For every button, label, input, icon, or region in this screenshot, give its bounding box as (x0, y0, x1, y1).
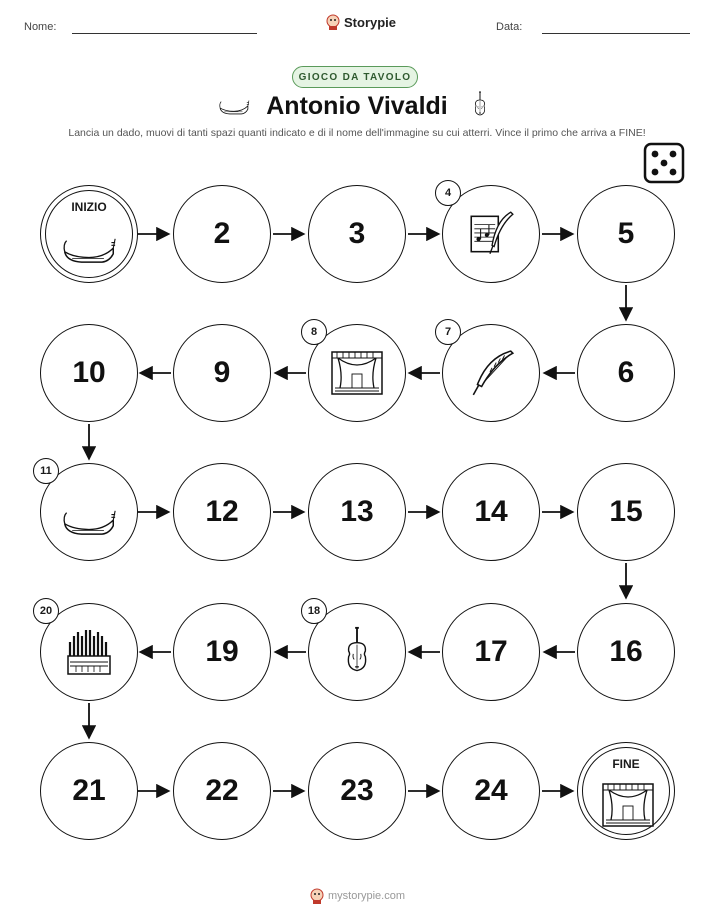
space-number: 7 (435, 319, 461, 345)
space-number: 11 (33, 458, 59, 484)
space-14: 14 (442, 463, 540, 561)
space-24: 24 (442, 742, 540, 840)
space-12: 12 (173, 463, 271, 561)
space-5: 5 (577, 185, 675, 283)
space-3: 3 (308, 185, 406, 283)
space-number: 18 (301, 598, 327, 624)
footer-url[interactable]: mystorypie.com (328, 890, 406, 902)
violin-icon (329, 626, 385, 678)
space-13: 13 (308, 463, 406, 561)
space-10: 10 (40, 324, 138, 422)
instructions: Lancia un dado, muovi di tanti spazi quanti indicato e di il nome dell'immagine su cui atterri. Vince il primo che arriva a FINE! (68, 127, 646, 139)
sheet-music-quill-icon (463, 208, 519, 260)
space-end (577, 742, 675, 840)
footer (310, 888, 405, 904)
space-number: 20 (33, 598, 59, 624)
space-15: 15 (577, 463, 675, 561)
space-7 (442, 324, 540, 422)
space-number: 4 (435, 180, 461, 206)
space-number: 8 (301, 319, 327, 345)
storypie-mascot-icon (310, 888, 324, 904)
theater-stage-icon (329, 347, 385, 399)
page-title: Antonio Vivaldi (266, 92, 448, 120)
space-11 (40, 463, 138, 561)
space-2: 2 (173, 185, 271, 283)
gondola-icon (61, 224, 117, 276)
space-21: 21 (40, 742, 138, 840)
name-label: Nome: (24, 21, 57, 33)
space-8 (308, 324, 406, 422)
space-16: 16 (577, 603, 675, 701)
space-18 (308, 603, 406, 701)
theater-stage-icon (600, 779, 656, 831)
brand-name: Storypie (344, 14, 397, 30)
pipe-organ-icon (61, 626, 117, 678)
space-start (40, 185, 138, 283)
space-19: 19 (173, 603, 271, 701)
space-22: 22 (173, 742, 271, 840)
space-23: 23 (308, 742, 406, 840)
space-20 (40, 603, 138, 701)
space-6: 6 (577, 324, 675, 422)
space-4 (442, 185, 540, 283)
space-9: 9 (173, 324, 271, 422)
quill-icon (463, 347, 519, 399)
space-17: 17 (442, 603, 540, 701)
game-type-badge: GIOCO DA TAVOLO (292, 66, 418, 88)
start-label: INIZIO (71, 200, 107, 214)
gondola-icon (61, 496, 117, 548)
date-label: Data: (496, 21, 523, 33)
end-label: FINE (612, 757, 640, 771)
